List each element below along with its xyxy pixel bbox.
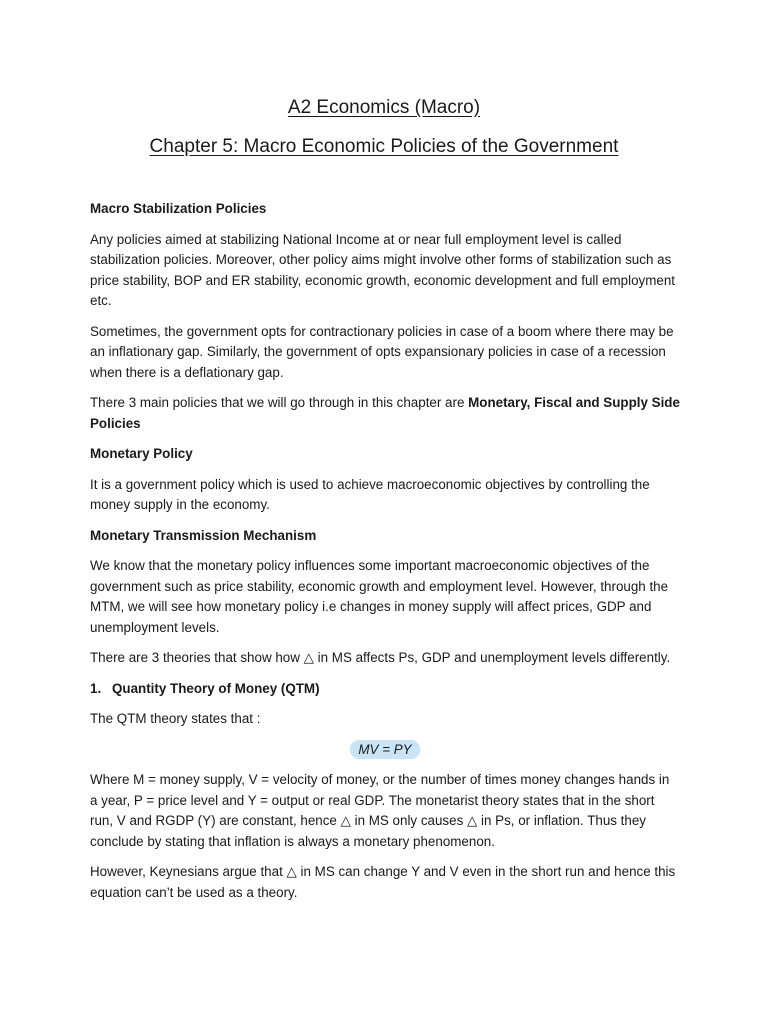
document-title: A2 Economics (Macro) xyxy=(287,97,481,118)
main-policies-text: There 3 main policies that we will go through in this chapter are xyxy=(90,395,469,410)
chapter-title: Chapter 5: Macro Economic Policies of the Government xyxy=(149,136,619,157)
formula-row xyxy=(90,740,680,761)
document-body xyxy=(90,199,680,913)
section-heading-mtm: Monetary Transmission Mechanism xyxy=(90,527,317,543)
qtm-heading-text: Quantity Theory of Money (QTM) xyxy=(112,680,320,696)
paragraph-mtm: We know that the monetary policy influences some important macroeconomic objectives of the government such as price stability, economic growth and employment level. However, through the MTM, we will see how monetary policy i.e changes in money supply will affect prices, GDP and unemployment levels. xyxy=(90,558,669,635)
list-number: 1. xyxy=(90,680,102,696)
equation-of-exchange: MV = PY xyxy=(350,740,419,759)
section-heading-stabilization: Macro Stabilization Policies xyxy=(90,201,267,216)
paragraph-qtm-explanation: Where M = money supply, V = velocity of money, or the number of times money changes hands in a year, P = price level and Y = output or real GDP. The monetarist theory states that in the short run, V and RGDP (Y) are constant, hence △ in MS only causes △ in Ps, or inflation. Thus they conclude by stating that inflation is always a monetary phenomenon. xyxy=(90,772,670,849)
numbered-heading-qtm xyxy=(90,679,680,700)
paragraph-qtm-intro: The QTM theory states that : xyxy=(90,711,261,726)
paragraph-keynesian-argument: However, Keynesians argue that △ in MS can change Y and V even in the short run and hence this equation can’t be used as a theory. xyxy=(90,864,676,900)
main-policies-bold: Monetary, Fiscal and Supply Side Policies xyxy=(90,395,680,431)
paragraph-monetary-definition: It is a government policy which is used to achieve macroeconomic objectives by controlling the money supply in the economy. xyxy=(90,476,650,512)
paragraph-three-theories: There are 3 theories that show how △ in MS affects Ps, GDP and unemployment levels differently. xyxy=(90,650,671,665)
paragraph-contractionary-expansionary: Sometimes, the government opts for contractionary policies in case of a boom where there may be an inflationary gap. Similarly, the government of opts expansionary policies in case of a recession when there is a deflationary gap. xyxy=(90,323,674,380)
paragraph-main-policies xyxy=(90,393,680,434)
section-heading-monetary-policy: Monetary Policy xyxy=(90,446,193,461)
paragraph-stabilization-definition: Any policies aimed at stabilizing National Income at or near full employment level is called stabilization policies. Moreover, other policy aims might involve other forms of stabilization such as price stability, BOP and ER stability, economic growth, economic development and full employment etc. xyxy=(90,231,676,308)
